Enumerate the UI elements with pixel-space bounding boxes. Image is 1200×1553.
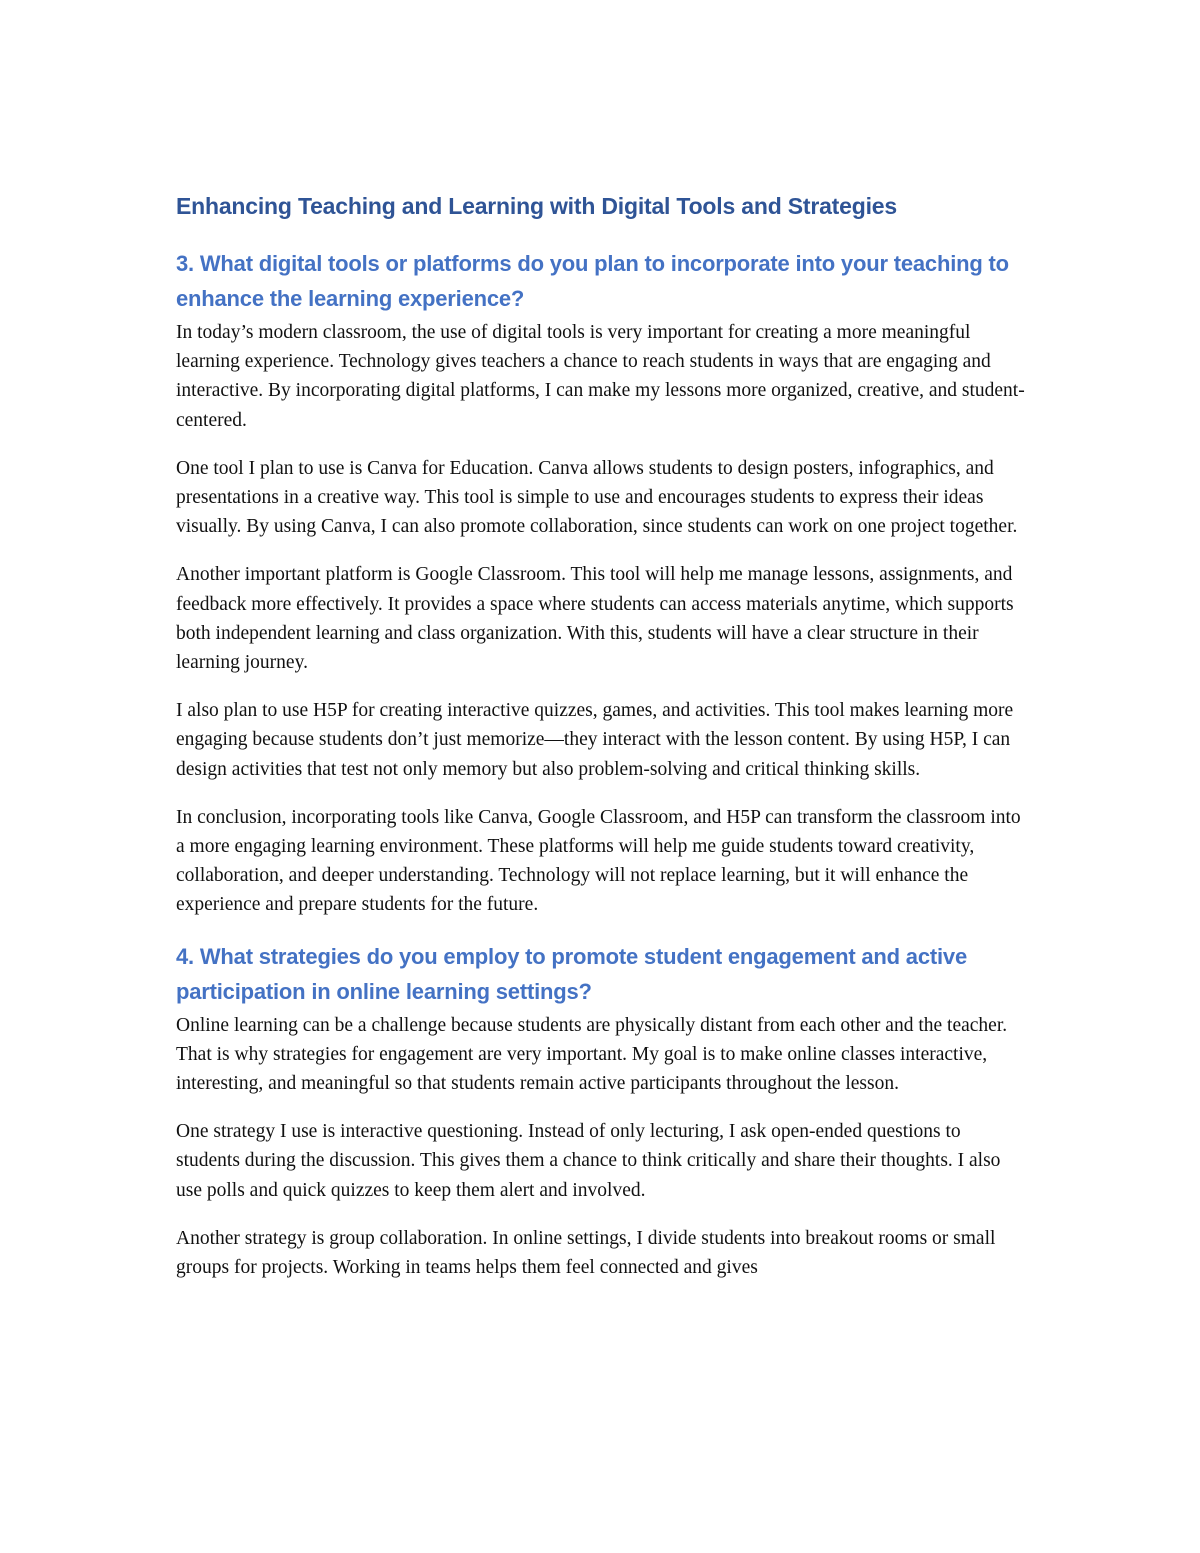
paragraph: One tool I plan to use is Canva for Education. Canva allows students to design posters, infographics, and presentations in a creative way. This tool is simple to use and encourages students to express their ideas visually. By using Canva, I can also promote collaboration, since students can work on one project together. bbox=[176, 457, 1018, 538]
paragraph: One strategy I use is interactive questioning. Instead of only lecturing, I ask open-ended questions to students during the discussion. This gives them a chance to think critically and share their thoughts. I also use polls and quick quizzes to keep them alert and involved. bbox=[176, 1121, 1001, 1201]
paragraph: Another important platform is Google Classroom. This tool will help me manage lessons, assignments, and feedback more effectively. It provides a space where students can access materials anytime, which supports both independent learning and class organization. With this, students will have a clear structure in their learning journey. bbox=[176, 564, 1014, 674]
paragraph: Online learning can be a challenge because students are physically distant from each other and the teacher. That is why strategies for engagement are very important. My goal is to make online classes interactive, interesting, and meaningful so that students remain active participants throughout the lesson. bbox=[176, 1014, 1008, 1095]
paragraph: In conclusion, incorporating tools like Canva, Google Classroom, and H5P can transform the classroom into a more engaging learning environment. These platforms will help me guide students toward creativity, collaboration, and deeper understanding. Technology will not replace learning, but it will enhance the experience and prepare students for the future. bbox=[176, 806, 1021, 916]
section-heading: 4. What strategies do you employ to promote student engagement and active participation in online learning settings? bbox=[176, 943, 967, 1004]
paragraph: Another strategy is group collaboration. In online settings, I divide students into breakout rooms or small groups for projects. Working in teams helps them feel connected and gives bbox=[176, 1227, 996, 1279]
section-engagement-strategies bbox=[176, 939, 1028, 1283]
paragraph: I also plan to use H5P for creating interactive quizzes, games, and activities. This tool makes learning more engaging because students don’t just memorize—they interact with the lesson content. By using H5P, I can design activities that test not only memory but also problem-solving and critical thinking skills. bbox=[176, 700, 1014, 780]
section-heading: 3. What digital tools or platforms do you plan to incorporate into your teaching to enhance the learning experience? bbox=[176, 251, 1009, 311]
document-body bbox=[176, 188, 1028, 1301]
section-digital-tools bbox=[176, 246, 1028, 920]
document-title: Enhancing Teaching and Learning with Digital Tools and Strategies bbox=[176, 193, 897, 219]
paragraph: In today’s modern classroom, the use of digital tools is very important for creating a more meaningful learning experience. Technology gives teachers a chance to reach students in ways that are engaging and interactive. By incorporating digital platforms, I can make my lessons more organized, creative, and student-centered. bbox=[176, 322, 1025, 431]
